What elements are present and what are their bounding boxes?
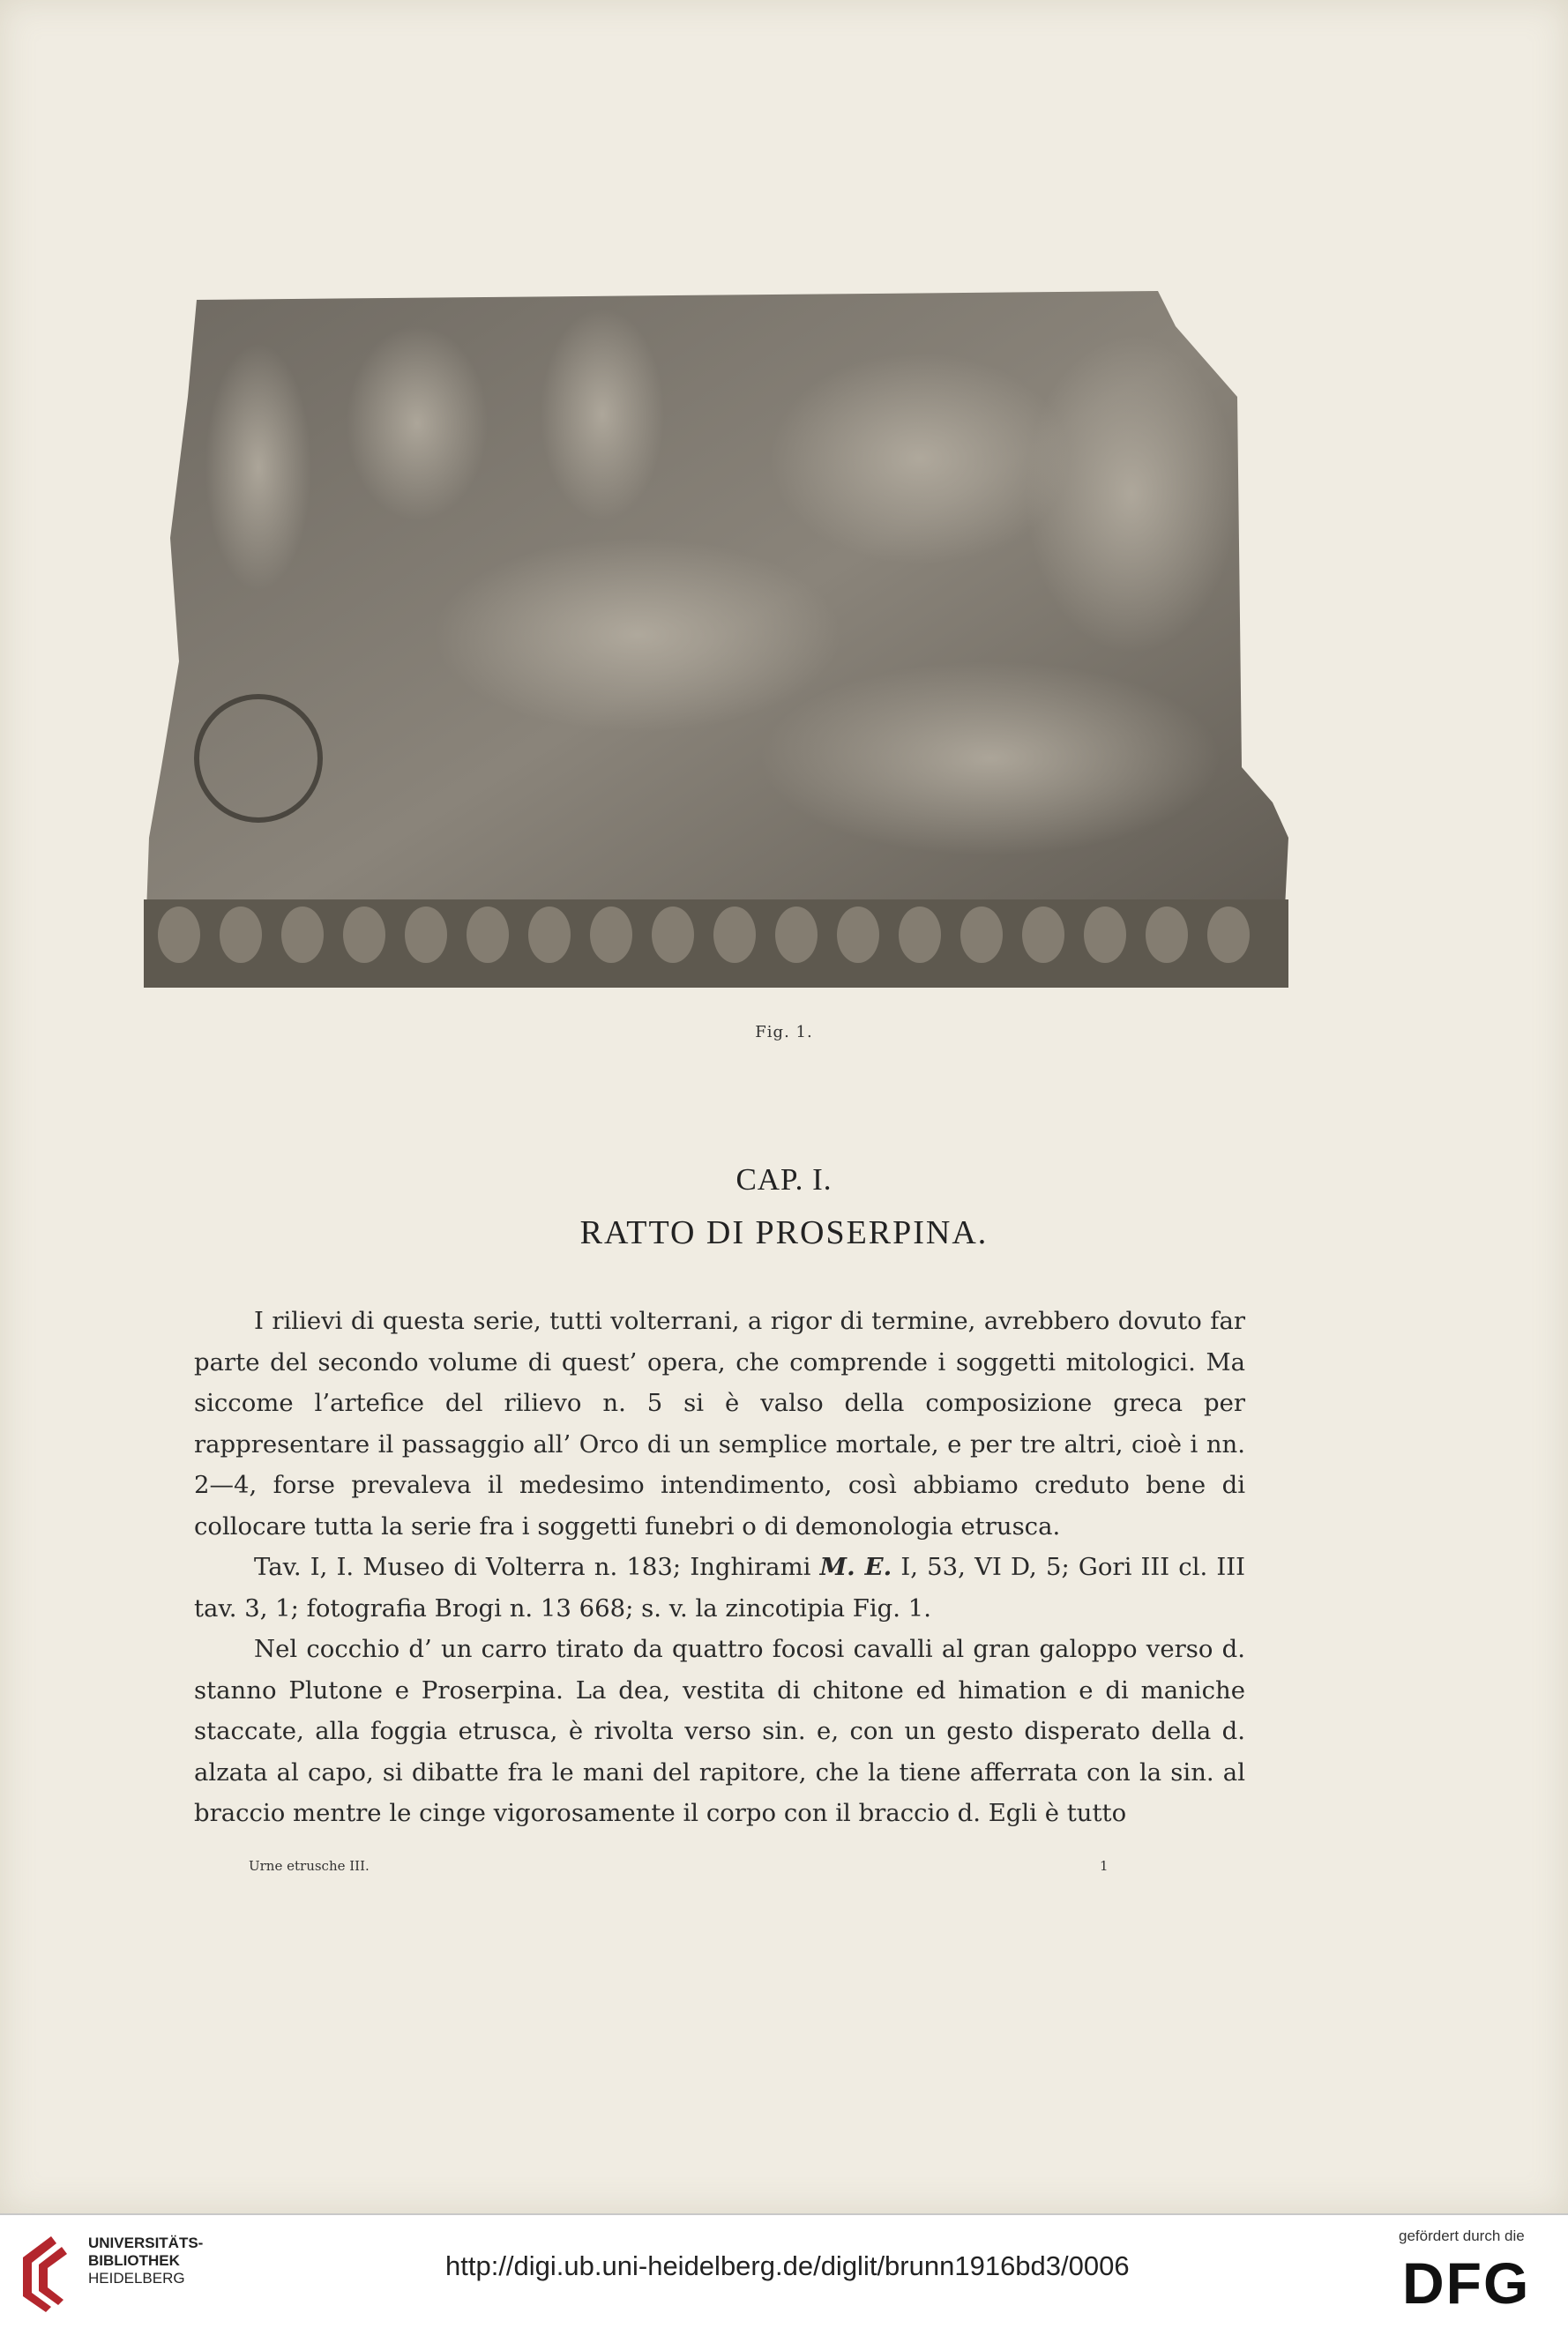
signature-mark: Urne etrusche III. <box>249 1858 370 1874</box>
permalink-url[interactable]: http://digi.ub.uni-heidelberg.de/diglit/brunn1916bd3/0006 <box>445 2250 1130 2281</box>
body-text <box>194 1301 1245 1834</box>
reference-text: I, 53, VI D, 5; Gori III cl. III tav. 3, 1; fotografia Brogi n. 13 668; s. v. la zincotipia Fig. 1. <box>194 1553 1246 1623</box>
signature-number: 1 <box>1100 1858 1109 1874</box>
university-library-logo-icon[interactable] <box>16 2231 78 2317</box>
paragraph-reference <box>194 1547 1245 1629</box>
university-library-name: UNIVERSITÄTS- BIBLIOTHEK HEIDELBERG <box>88 2235 204 2287</box>
paragraph: Nel cocchio d’ un carro tirato da quattro focosi cavalli al gran galoppo verso d. stanno Plutone e Proserpina. La dea, vestita di chitone ed himation e di maniche staccate, alla foggia etrusca, è rivolta verso sin. e, con un gesto disperato della d. alzata al capo, si dibatte fra le mani del rapitore, che la tiene afferrata con la sin. al braccio mentre le cinge vigorosamente il corpo con il braccio d. Egli è tutto <box>194 1635 1245 1827</box>
paragraph: I rilievi di questa serie, tutti volterrani, a rigor di termine, avrebbero dovuto far parte del secondo volume di quest’ opera, che comprende i soggetti mitologici. Ma siccome l’artefice del rilievo n. 5 si è valso della composizione greca per rappresentare il passaggio all’ Orco di un semplice mortale, e per tre altri, cioè i nn. 2—4, forse prevaleva il medesimo intendimento, così abbiamo creduto bene di collocare tutta la serie fra i soggetti funebri o di demonologia etrusca. <box>194 1307 1245 1541</box>
chapter-number: CAP. I. <box>735 1162 833 1197</box>
reference-abbrev: M. E. <box>819 1553 892 1581</box>
figure-caption: Fig. 1. <box>755 1023 813 1041</box>
relief-photograph <box>144 291 1288 988</box>
bottom-bar <box>0 2213 1568 2328</box>
reference-text: Tav. I, I. Museo di Volterra n. 183; Inghirami <box>254 1553 811 1581</box>
dfg-logo[interactable]: DFG <box>1402 2250 1531 2316</box>
chapter-title: RATTO DI PROSERPINA. <box>579 1214 989 1251</box>
funding-caption: gefördert durch die <box>1399 2227 1525 2244</box>
